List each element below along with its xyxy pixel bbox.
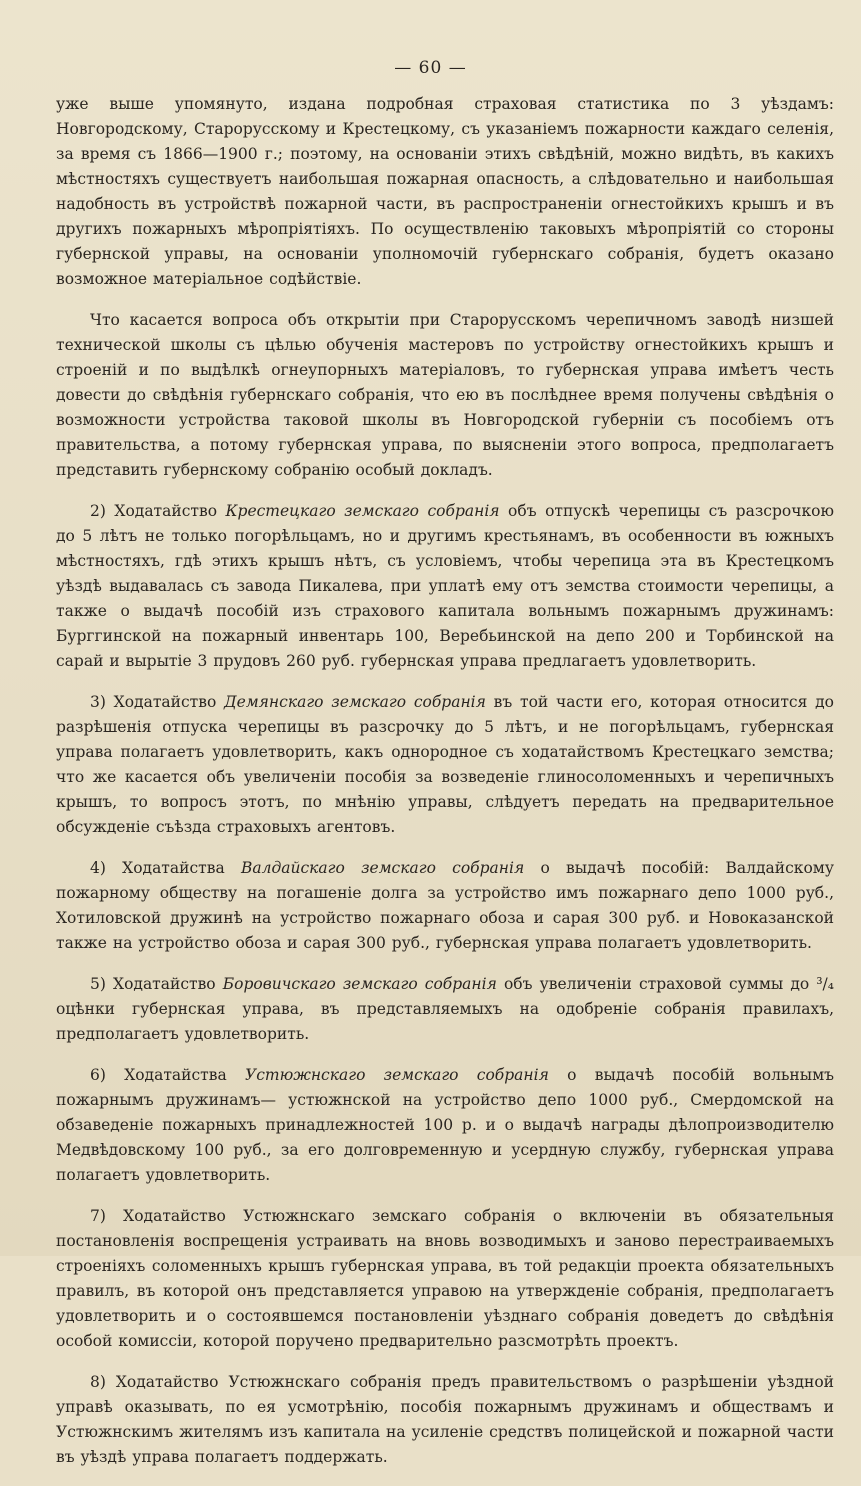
paragraph-3-italic: Крестецкаго земскаго собранія [225, 502, 500, 520]
paragraph-6-lead: 5) Ходатайство [90, 975, 223, 993]
paragraph-5-italic: Валдайскаго земскаго собранія [240, 859, 525, 877]
paragraph-1: уже выше упомянуто, издана подробная страховая статистика по 3 уѣздамъ: Новгородскому, Старорусскому и Крестецкому, съ указаніемъ пожарности каждаго селенія, за время съ 1866—1900 г.; поэтому, на основаніи этихъ свѣдѣній, можно видѣть, въ какихъ мѣстностяхъ существуетъ наибольшая пожарная опасность, а слѣдовательно и наибольшая надобность въ устройствѣ пожарной части, въ распространеніи огнестойкихъ крышъ и въ другихъ пожарныхъ мѣропріятіяхъ. По осуществленію таковыхъ мѣропріятій со стороны губернской управы, на основаніи уполномочій губернскаго собранія, будетъ оказано возможное матеріальное содѣйствіе. [56, 95, 834, 288]
page-number: — 60 — [394, 58, 467, 78]
paragraph-3 [56, 499, 834, 674]
paragraph-5 [56, 856, 834, 956]
paragraph-2: Что касается вопроса объ открытіи при Старорусскомъ черепичномъ заводѣ низшей технической школы съ цѣлью обученія мастеровъ по устройству огнестойкихъ крышъ и строеній и по выдѣлкѣ огнеупорныхъ матеріаловъ, то губернская управа имѣетъ честь довести до свѣдѣнія губернскаго собранія, что ею въ послѣднее время получены свѣдѣнія о возможности устройства таковой школы въ Новгородской губерніи съ пособіемъ отъ правительства, а потому губернская управа, по выясненіи этого вопроса, предполагаетъ представить губернскому собранію особый докладъ. [56, 311, 834, 479]
paragraph-6 [56, 972, 834, 1047]
paragraph-4 [56, 690, 834, 840]
paragraph-7 [56, 1063, 834, 1188]
paragraph-4-lead: 3) Ходатайство [90, 693, 225, 711]
paragraph-4-italic: Демянскаго земскаго собранія [224, 693, 486, 711]
paragraph-4-rest: въ той части его, которая относится до разрѣшенія отпуска черепицы въ разсрочку до 5 лѣтъ, и не погорѣльцамъ, губернская управа полагаетъ удовлетворить, какъ однородное съ ходатайствомъ Крестецкаго земства; что же касается объ увеличеніи пособія за возведеніе глиносоломенныхъ и черепичныхъ крышъ, то вопросъ этотъ, по мнѣнію управы, слѣдуетъ передать на предварительное обсужденіе съѣзда страховыхъ агентовъ. [56, 693, 834, 836]
paragraph-7-italic: Устюжнскаго земскаго собранія [245, 1066, 549, 1084]
paragraph-7-lead: 6) Ходатайства [90, 1066, 245, 1084]
body-text [56, 92, 834, 1486]
paragraph-3-lead: 2) Ходатайство [90, 502, 226, 520]
paragraph-7-rest: о выдачѣ пособій вольнымъ пожарнымъ дружинамъ— устюжнской на устройство депо 1000 руб., Смердомской на обзаведеніе пожарныхъ принадлежностей 100 р. и о выдачѣ награды дѣлопроизводителю Медвѣдовскому 100 руб., за его долговременную и усердную службу, губернская управа полагаетъ удовлетворить. [56, 1066, 834, 1184]
paragraph-6-italic: Боровичскаго земскаго собранія [222, 975, 497, 993]
paragraph-5-lead: 4) Ходатайства [90, 859, 241, 877]
paragraph-8: 7) Ходатайство Устюжнскаго земскаго собранія о включеніи въ обязательныя постановленія воспрещенія устраивать на вновь возводимыхъ и заново перестраиваемыхъ строеніяхъ соломенныхъ крышъ губернская управа, въ той редакціи проекта обязательныхъ правилъ, въ которой онъ представляется управою на утвержденіе собранія, предполагаетъ удовлетворить и о состоявшемся постановленіи уѣзднаго собранія доведетъ до свѣдѣнія особой комиссіи, которой поручено предварительно разсмотрѣть проектъ. [56, 1207, 834, 1350]
paragraph-9: 8) Ходатайство Устюжнскаго собранія предъ правительствомъ о разрѣшеніи уѣздной управѣ оказывать, по ея усмотрѣнію, пособія пожарнымъ дружинамъ и обществамъ и Устюжнскимъ жителямъ изъ капитала на усиленіе средствъ полицейской и пожарной части въ уѣздѣ управа полагаетъ поддержать. [56, 1373, 834, 1466]
paragraph-5-rest: о выдачѣ пособій: Валдайскому пожарному обществу на погашеніе долга за устройство имъ пожарнаго депо 1000 руб., Хотиловской дружинѣ на устройство пожарнаго обоза и сарая 300 руб. и Новоказанской также на устройство обоза и сарая 300 руб., губернская управа полагаетъ удовлетворить. [56, 859, 834, 952]
paragraph-6-rest: объ увеличеніи страховой суммы до ³/₄ оцѣнки губернская управа, въ представляемыхъ на одобреніе собранія правилахъ, предполагаетъ удовлетворить. [56, 975, 834, 1043]
paragraph-3-rest: объ отпускѣ черепицы съ разсрочкою до 5 лѣтъ не только погорѣльцамъ, но и другимъ крестьянамъ, въ особенности въ южныхъ мѣстностяхъ, гдѣ этихъ крышъ нѣтъ, съ условіемъ, чтобы черепица эта въ Крестецкомъ уѣздѣ выдавалась съ завода Пикалева, при уплатѣ ему отъ земства стоимости черепицы, а также о выдачѣ пособій изъ страхового капитала вольнымъ пожарнымъ дружинамъ: Бурггинской на пожарный инвентарь 100, Веребьинской на депо 200 и Торбинской на сарай и вырытіе 3 прудовъ 260 руб. губернская управа предлагаетъ удовлетворить. [56, 502, 834, 670]
